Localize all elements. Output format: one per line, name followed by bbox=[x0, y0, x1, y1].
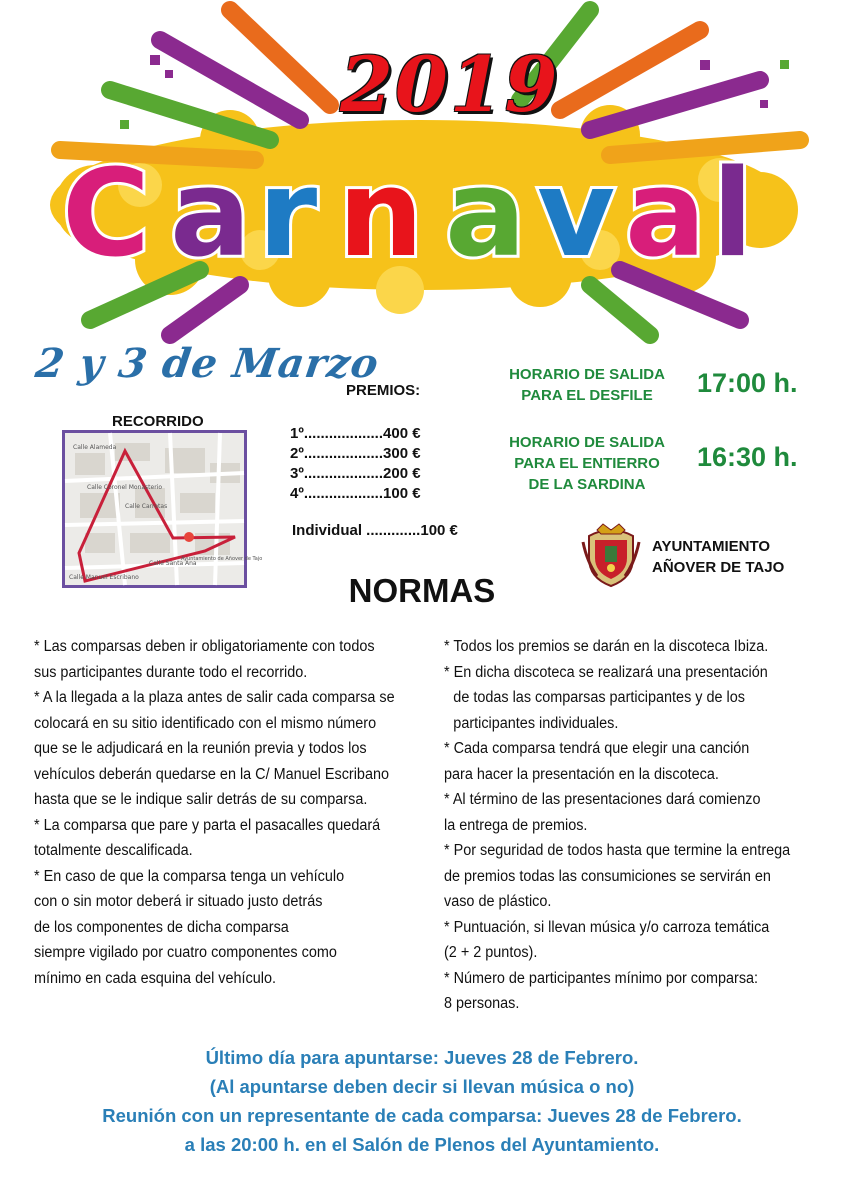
carnaval-letter: a bbox=[445, 145, 526, 284]
rule-text-line: (2 + 2 puntos). bbox=[444, 944, 538, 961]
council-name-line: AYUNTAMIENTO bbox=[652, 538, 771, 555]
carnaval-letter: C bbox=[62, 145, 151, 284]
carnaval-letter: r bbox=[258, 145, 318, 284]
carnaval-letter: a bbox=[625, 145, 706, 284]
schedule-label-line: DE LA SARDINA bbox=[528, 476, 646, 493]
route-heading: RECORRIDO bbox=[112, 413, 204, 430]
rule-text-line: * La comparsa que pare y parta el pasacalles quedará bbox=[34, 816, 381, 834]
rule-text-line: * Cada comparsa tendrá que elegir una canción bbox=[444, 740, 750, 757]
rule-text-line: vaso de plástico. bbox=[444, 893, 552, 910]
footer-text-line: Reunión con un representante de cada comparsa: Jueves 28 de Febrero. bbox=[102, 1105, 742, 1126]
rule-text-line: de todas las comparsas participantes y de los bbox=[453, 689, 745, 706]
rule-text-line: siempre vigilado por cuatro componentes como bbox=[34, 944, 337, 961]
rule-text-line: * Todos los premios se darán en la discoteca Ibiza. bbox=[444, 638, 769, 655]
rule-text-line: que se le adjudicará en la reunión previa y todos los bbox=[34, 740, 367, 757]
prize-item: 3º...................200 € bbox=[290, 465, 421, 482]
prize-item: 1º...................400 € bbox=[290, 425, 421, 442]
map-street-label: Calle Carretas bbox=[125, 503, 168, 510]
rule-text-line: con o sin motor deberá ir situado justo detrás bbox=[34, 893, 323, 910]
sardine-burial-schedule-label bbox=[487, 432, 687, 495]
map-street-label: Calle Coronel Monasterio bbox=[87, 484, 163, 491]
footer-text-line: (Al apuntarse deben decir si llevan música o no) bbox=[209, 1076, 635, 1097]
event-dates: 2 y 3 de Marzo bbox=[32, 340, 383, 387]
schedule-label-line: HORARIO DE SALIDA bbox=[509, 366, 665, 383]
rule-text-line: para hacer la presentación en la discoteca. bbox=[444, 765, 719, 783]
year-heading: 2019 bbox=[340, 40, 560, 129]
prize-item: 2º...................300 € bbox=[290, 445, 421, 462]
rule-text-line: de premios todas las consumiciones se servirán en bbox=[444, 867, 771, 885]
map-pin-icon bbox=[184, 532, 194, 542]
rule-text-line: totalmente descalificada. bbox=[34, 842, 193, 859]
rule-text-line: vehículos deberán quedarse en la C/ Manuel Escribano bbox=[34, 765, 389, 783]
carnaval-letter: n bbox=[338, 145, 424, 284]
rule-text-line: * Por seguridad de todos hasta que termine la entrega bbox=[444, 842, 791, 859]
rules-right-column bbox=[444, 634, 827, 1017]
rule-text-line: * En dicha discoteca se realizará una presentación bbox=[444, 663, 768, 681]
carnaval-letter: v bbox=[537, 145, 616, 284]
registration-footer bbox=[0, 1043, 844, 1159]
rules-heading: NORMAS bbox=[348, 572, 496, 609]
rule-text-line: de los componentes de dicha comparsa bbox=[34, 918, 289, 936]
rule-text-line: * En caso de que la comparsa tenga un vehículo bbox=[34, 867, 345, 885]
rule-text-line: hasta que se le indique salir detrás de su comparsa. bbox=[34, 791, 368, 808]
rule-text-line: * Las comparsas deben ir obligatoriamente con todos bbox=[34, 638, 375, 655]
rule-text-line: la entrega de premios. bbox=[444, 816, 588, 834]
schedule-label-line: HORARIO DE SALIDA bbox=[509, 434, 665, 451]
rule-text-line: * Puntuación, si llevan música y/o carroza temática bbox=[444, 918, 770, 936]
route-map bbox=[62, 430, 263, 588]
rule-text-line: 8 personas. bbox=[444, 995, 520, 1012]
rule-text-line: participantes individuales. bbox=[453, 714, 619, 732]
map-street-label: Calle Alameda bbox=[73, 444, 117, 451]
parade-start-time: 17:00 h. bbox=[697, 368, 798, 398]
rule-text-line: * Al término de las presentaciones dará comienzo bbox=[444, 791, 761, 808]
carnaval-letter: l bbox=[712, 145, 754, 284]
prize-individual: Individual .............100 € bbox=[292, 522, 458, 539]
map-street-label: Ayuntamiento de Añover de Tajo bbox=[181, 556, 263, 562]
rule-text-line: * Número de participantes mínimo por comparsa: bbox=[444, 969, 759, 987]
footer-text-line: a las 20:00 h. en el Salón de Plenos del Ayuntamiento. bbox=[184, 1134, 660, 1155]
schedule-label-line: PARA EL ENTIERRO bbox=[514, 455, 660, 472]
rule-text-line: sus participantes durante todo el recorrido. bbox=[34, 663, 308, 681]
sardine-burial-start-time: 16:30 h. bbox=[697, 442, 798, 472]
rule-text-line: * A la llegada a la plaza antes de salir cada comparsa se bbox=[34, 689, 395, 706]
rules-left-column bbox=[34, 634, 429, 991]
footer-text-line: Último día para apuntarse: Jueves 28 de Febrero. bbox=[205, 1047, 639, 1068]
prize-list bbox=[290, 424, 421, 504]
schedule-label-line: PARA EL DESFILE bbox=[521, 387, 653, 404]
prize-item: 4º...................100 € bbox=[290, 485, 421, 502]
map-street-label: Calle Manuel Escribano bbox=[69, 574, 139, 581]
parade-schedule-label bbox=[487, 364, 687, 406]
prizes-heading: PREMIOS: bbox=[346, 382, 421, 399]
rule-text-line: colocará en su sitio identificado con el mismo número bbox=[34, 714, 377, 732]
council-name-line: AÑOVER DE TAJO bbox=[652, 559, 785, 576]
route-map-image bbox=[65, 433, 263, 585]
rule-text-line: mínimo en cada esquina del vehículo. bbox=[34, 969, 277, 987]
map-street-label: Calle Santa Ana bbox=[149, 560, 197, 567]
carnaval-letter: a bbox=[170, 145, 251, 284]
